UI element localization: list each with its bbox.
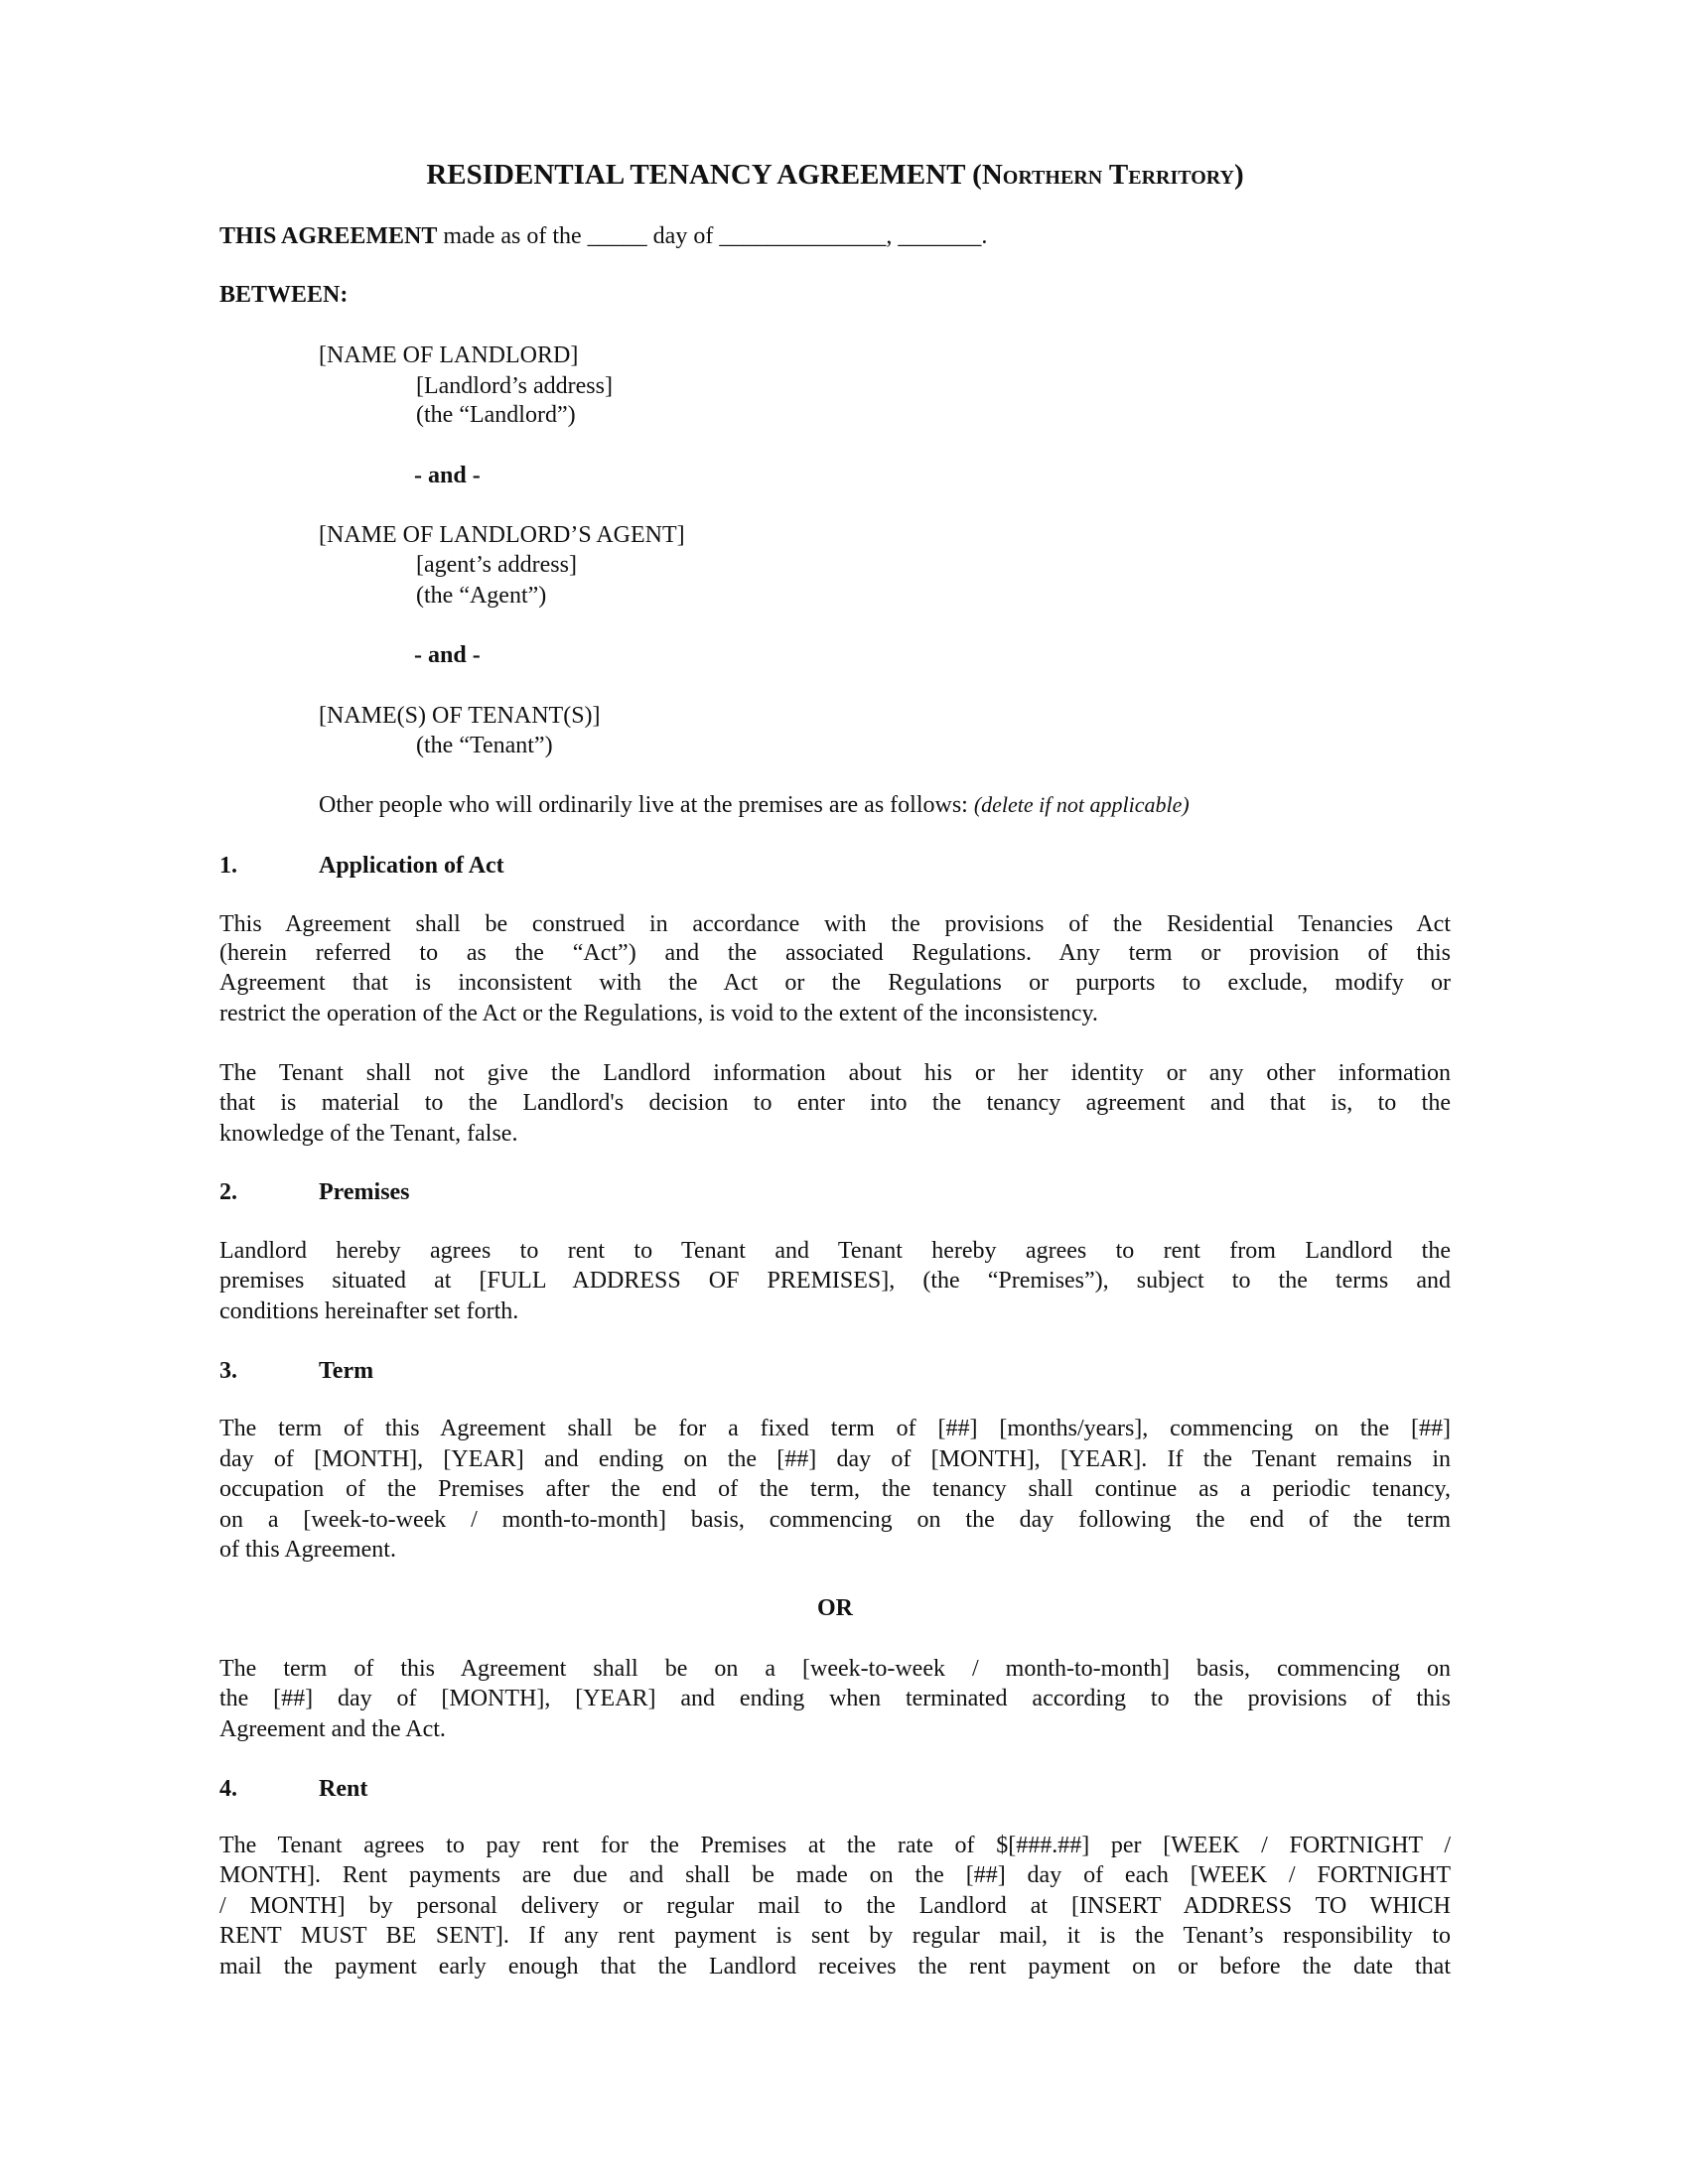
- paragraph-line: Landlord hereby agrees to rent to Tenant and Tenant hereby agrees to rent from Landlord the: [219, 1238, 1451, 1264]
- paragraph-line: premises situated at [FULL ADDRESS OF PREMISES], (the “Premises”), subject to the terms and: [219, 1268, 1451, 1294]
- section-number: 4.: [219, 1776, 237, 1802]
- paragraph-line: The term of this Agreement shall be on a [week-to-week / month-to-month] basis, commencing on: [219, 1656, 1451, 1682]
- section-number: 1.: [219, 853, 237, 879]
- landlord-address: [Landlord’s address]: [416, 373, 613, 399]
- intro-text: made as of the _____ day of ______________, _______.: [437, 223, 988, 249]
- agent-alias: (the “Agent”): [416, 583, 547, 609]
- paragraph-line: knowledge of the Tenant, false.: [219, 1121, 518, 1147]
- paragraph-line: that is material to the Landlord's decision to enter into the tenancy agreement and that is, to the: [219, 1090, 1451, 1116]
- landlord-name: [NAME OF LANDLORD]: [319, 342, 579, 368]
- section-heading: Rent: [319, 1776, 368, 1802]
- title-sub: (Northern Territory): [972, 159, 1244, 191]
- intro-line: [219, 221, 1451, 251]
- paragraph-line: Agreement and the Act.: [219, 1716, 446, 1742]
- other-occupants-note: (delete if not applicable): [973, 792, 1190, 817]
- paragraph-line: of this Agreement.: [219, 1537, 396, 1563]
- paragraph-line: mail the payment early enough that the Landlord receives the rent payment on or before the date that: [219, 1954, 1451, 1979]
- paragraph-line: the [##] day of [MONTH], [YEAR] and ending when terminated according to the provisions of this: [219, 1686, 1451, 1711]
- paragraph-line: RENT MUST BE SENT]. If any rent payment is sent by regular mail, it is the Tenant’s responsibility to: [219, 1923, 1451, 1949]
- section-number: 2.: [219, 1179, 237, 1205]
- paragraph-line: (herein referred to as the “Act”) and the associated Regulations. Any term or provision of this: [219, 940, 1451, 966]
- tenant-name: [NAME(S) OF TENANT(S)]: [319, 703, 601, 729]
- paragraph-line: This Agreement shall be construed in accordance with the provisions of the Residential Tenancies Act: [219, 911, 1451, 937]
- other-occupants: [319, 790, 1451, 820]
- document-title: [219, 157, 1451, 193]
- title-main: RESIDENTIAL TENANCY AGREEMENT: [426, 159, 973, 191]
- and-separator: - and -: [414, 463, 481, 488]
- paragraph-line: occupation of the Premises after the end of the term, the tenancy shall continue as a periodic tenancy,: [219, 1476, 1451, 1502]
- paragraph-line: The Tenant agrees to pay rent for the Premises at the rate of $[###.##] per [WEEK / FORTNIGHT /: [219, 1833, 1451, 1858]
- landlord-alias: (the “Landlord”): [416, 402, 576, 428]
- section-heading: Premises: [319, 1179, 410, 1205]
- agent-name: [NAME OF LANDLORD’S AGENT]: [319, 522, 685, 548]
- agent-address: [agent’s address]: [416, 552, 577, 578]
- paragraph-line: conditions hereinafter set forth.: [219, 1298, 519, 1324]
- paragraph-line: on a [week-to-week / month-to-month] basis, commencing on the day following the end of the term: [219, 1507, 1451, 1533]
- paragraph-line: restrict the operation of the Act or the Regulations, is void to the extent of the inconsistency.: [219, 1001, 1098, 1026]
- paragraph-line: Agreement that is inconsistent with the Act or the Regulations or purports to exclude, modify or: [219, 970, 1451, 996]
- and-separator: - and -: [414, 642, 481, 668]
- paragraph-line: MONTH]. Rent payments are due and shall be made on the [##] day of each [WEEK / FORTNIGHT: [219, 1862, 1451, 1888]
- tenant-alias: (the “Tenant”): [416, 733, 553, 758]
- or-separator: OR: [817, 1595, 853, 1621]
- other-occupants-text: Other people who will ordinarily live at the premises are as follows:: [319, 792, 974, 818]
- section-heading: Application of Act: [319, 853, 504, 879]
- section-number: 3.: [219, 1358, 237, 1384]
- intro-bold: THIS AGREEMENT: [219, 223, 438, 249]
- between-label: BETWEEN:: [219, 282, 349, 308]
- paragraph-line: The Tenant shall not give the Landlord information about his or her identity or any other information: [219, 1060, 1451, 1086]
- paragraph-line: day of [MONTH], [YEAR] and ending on the [##] day of [MONTH], [YEAR]. If the Tenant remains in: [219, 1446, 1451, 1472]
- paragraph-line: The term of this Agreement shall be for a fixed term of [##] [months/years], commencing on the [##]: [219, 1416, 1451, 1441]
- paragraph-line: / MONTH] by personal delivery or regular mail to the Landlord at [INSERT ADDRESS TO WHICH: [219, 1893, 1451, 1919]
- section-heading: Term: [319, 1358, 374, 1384]
